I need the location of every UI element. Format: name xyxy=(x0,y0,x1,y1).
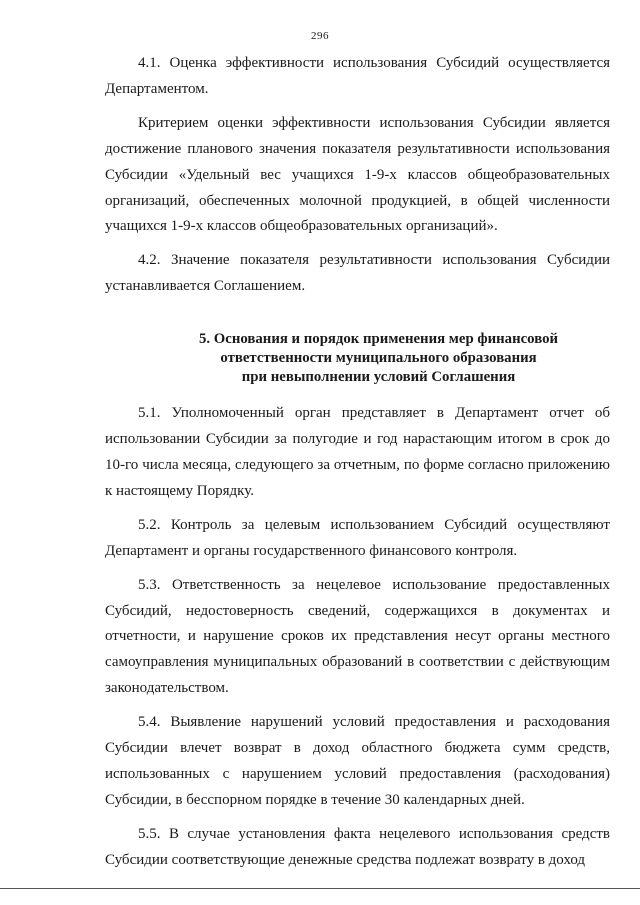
document-body xyxy=(105,51,610,874)
paragraph-5-5: 5.5. В случае установления факта нецелевого использования средств Субсидии соответствующие денежные средства подлежат возврату в доход xyxy=(105,825,610,868)
paragraph-4-2: 4.2. Значение показателя результативности использования Субсидии устанавливается Соглашением. xyxy=(105,252,610,295)
paragraph-5-2: 5.2. Контроль за целевым использованием Субсидий осуществляют Департамент и органы государственного финансового контроля. xyxy=(105,516,610,559)
paragraph-4-1-criterion: Критерием оценки эффективности использования Субсидии является достижение планового значения показателя результативности использования Субсидии «Удельный вес учащихся 1-9-х классов общеобразовательных организаций, обеспеченных молочной продукцией, в общей численности учащихся 1-9-х классов общеобразовательных организаций». xyxy=(105,114,610,235)
paragraph-5-3: 5.3. Ответственность за нецелевое использование предоставленных Субсидий, недостоверность сведений, содержащихся в документах и отчетности, и нарушение сроков их представления несут органы местного самоуправления муниципальных образований в соответствии с действующим законодательством. xyxy=(105,576,610,697)
section-5-heading-line-2: ответственности муниципального образования xyxy=(220,350,537,367)
section-5-heading xyxy=(105,330,610,387)
paragraph-5-1: 5.1. Уполномоченный орган представляет в Департамент отчет об использовании Субсидии за полугодие и год нарастающим итогом в срок до 10-го числа месяца, следующего за отчетным, по форме согласно приложению к настоящему Порядку. xyxy=(105,405,610,499)
section-5-heading-line-3: при невыполнении условий Соглашения xyxy=(241,369,516,386)
section-5-heading-line-1: 5. Основания и порядок применения мер финансовой xyxy=(198,331,559,348)
paragraph-4-1: 4.1. Оценка эффективности использования Субсидий осуществляется Департаментом. xyxy=(105,55,610,97)
paragraph-5-4: 5.4. Выявление нарушений условий предоставления и расходования Субсидии влечет возврат в доход областного бюджета сумм средств, использованных с нарушением условий предоставления (расходования) Субсидии, в бесспорном порядке в течение 30 календарных дней. xyxy=(105,714,610,808)
footer-rule xyxy=(0,888,640,889)
page-number: 296 xyxy=(311,30,329,42)
